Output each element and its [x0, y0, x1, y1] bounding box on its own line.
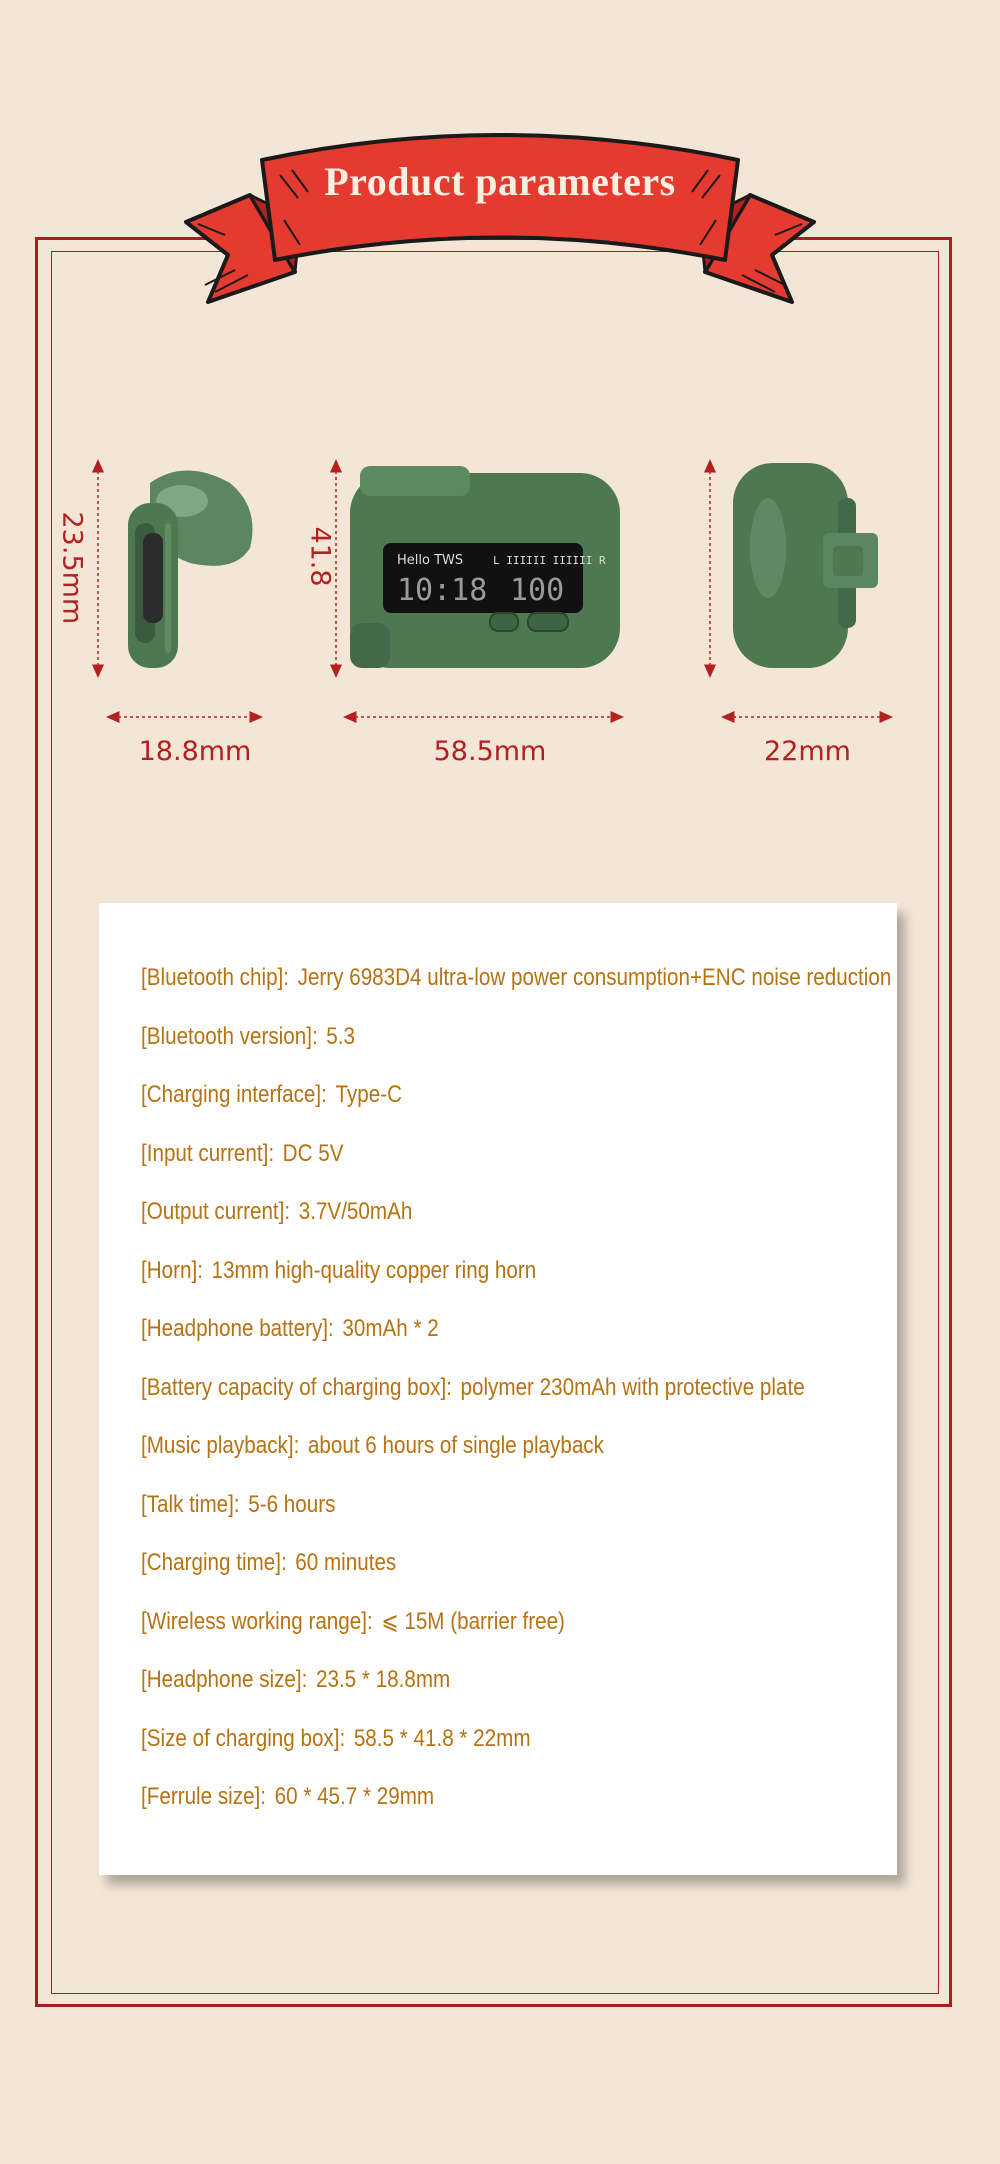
spec-key: [Ferrule size]:: [141, 1783, 267, 1810]
spec-value: polymer 230mAh with protective plate: [460, 1373, 805, 1401]
spec-key: [Headphone battery]:: [141, 1315, 334, 1342]
box-side-image: [728, 458, 888, 673]
spec-row: [141, 1248, 891, 1307]
spec-row: [141, 1482, 891, 1541]
spec-key: [Output current]:: [141, 1198, 291, 1225]
spec-key: [Bluetooth chip]:: [141, 964, 290, 991]
spec-row: [141, 1423, 891, 1482]
banner-title: Product parameters: [324, 159, 676, 204]
spec-value: 23.5 * 18.8mm: [315, 1666, 451, 1693]
display-time: 10:18: [397, 573, 488, 608]
box-width-label: 58.5mm: [433, 736, 547, 767]
spec-value: 3.7V/50mAh: [298, 1198, 413, 1225]
spec-row: [141, 1599, 891, 1658]
spec-key: [Charging time]:: [141, 1549, 287, 1576]
spec-key: [Wireless working range]:: [141, 1607, 373, 1635]
charging-box-image: [345, 458, 625, 673]
spec-row: [141, 1365, 891, 1424]
spec-row: [141, 1189, 891, 1248]
spec-row: [141, 1131, 891, 1190]
display-brand: Hello TWS: [397, 553, 464, 568]
spec-value: about 6 hours of single playback: [307, 1432, 604, 1459]
spec-key: [Talk time]:: [141, 1490, 240, 1518]
earbud-width-label: 18.8mm: [138, 736, 252, 767]
spec-key: [Size of charging box]:: [141, 1724, 346, 1752]
spec-key: [Battery capacity of charging box]:: [141, 1373, 452, 1401]
box-depth-label: 22mm: [764, 736, 851, 767]
spec-value: 5.3: [326, 1022, 355, 1050]
spec-row: [141, 1306, 891, 1365]
spec-row: [141, 1716, 891, 1775]
spec-value: 60 * 45.7 * 29mm: [274, 1783, 435, 1810]
spec-value: Type-C: [335, 1081, 402, 1108]
spec-list: [141, 955, 1000, 1833]
spec-key: [Headphone size]:: [141, 1666, 308, 1693]
spec-value: 5-6 hours: [248, 1490, 336, 1518]
spec-key: [Input current]:: [141, 1139, 275, 1167]
earbud-height-label: 23.5mm: [56, 511, 88, 625]
spec-value: 58.5 * 41.8 * 22mm: [353, 1724, 531, 1752]
spec-row: [141, 1774, 891, 1833]
spec-value: Jerry 6983D4 ultra-low power consumption+ENC noise reduction: [297, 964, 892, 991]
spec-value: 30mAh * 2: [342, 1315, 439, 1342]
spec-key: [Charging interface]:: [141, 1081, 327, 1108]
spec-key: [Music playback]:: [141, 1432, 300, 1459]
spec-value: ⩽ 15M (barrier free): [381, 1607, 565, 1635]
spec-row: [141, 1072, 891, 1131]
spec-row: [141, 1014, 891, 1073]
spec-row: [141, 955, 891, 1014]
earbud-image: [110, 463, 260, 673]
spec-value: DC 5V: [282, 1139, 344, 1167]
spec-row: [141, 1540, 891, 1599]
display-indicator: L IIIIII IIIIII R: [493, 554, 606, 567]
spec-card: [99, 903, 897, 1875]
spec-key: [Horn]:: [141, 1256, 203, 1284]
box-height-label: 41.8: [304, 526, 336, 587]
ribbon-banner: [180, 120, 820, 320]
spec-value: 60 minutes: [295, 1549, 397, 1576]
display-battery: 100: [510, 573, 565, 608]
spec-row: [141, 1657, 891, 1716]
spec-key: [Bluetooth version]:: [141, 1022, 318, 1050]
spec-value: 13mm high-quality copper ring horn: [211, 1256, 537, 1284]
